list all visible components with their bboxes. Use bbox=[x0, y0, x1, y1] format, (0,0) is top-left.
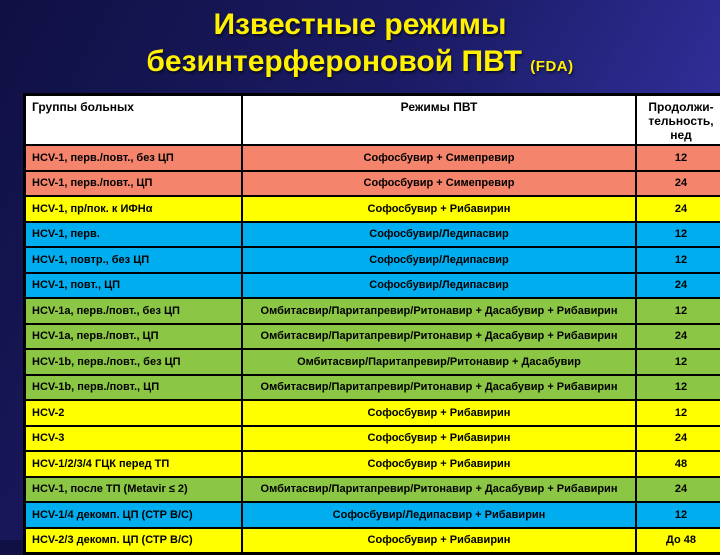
regimen-cell: Софосбувир/Ледипасвир bbox=[242, 273, 636, 299]
regimen-cell: Омбитасвир/Паритапревир/Ритонавир + Дасабувир + Рибавирин bbox=[242, 324, 636, 350]
group-cell: HCV-1/2/3/4 ГЦК перед ТП bbox=[25, 451, 243, 477]
group-cell: HCV-1, перв./повт., без ЦП bbox=[25, 145, 243, 171]
group-cell: HCV-1, повтр., без ЦП bbox=[25, 247, 243, 273]
duration-cell: 24 bbox=[636, 426, 720, 452]
duration-cell: До 48 bbox=[636, 528, 720, 554]
group-cell: HCV-1, после ТП (Metavir ≤ 2) bbox=[25, 477, 243, 503]
duration-cell: 12 bbox=[636, 247, 720, 273]
table-row bbox=[25, 222, 720, 248]
duration-cell: 24 bbox=[636, 324, 720, 350]
regimen-cell: Софосбувир/Ледипасвир bbox=[242, 222, 636, 248]
group-cell: HCV-1b, перв./повт., без ЦП bbox=[25, 349, 243, 375]
table-row bbox=[25, 298, 720, 324]
duration-cell: 12 bbox=[636, 298, 720, 324]
table-row bbox=[25, 477, 720, 503]
table-body bbox=[25, 145, 720, 554]
header-row bbox=[25, 95, 720, 146]
table-row bbox=[25, 324, 720, 350]
regimen-cell: Софосбувир + Рибавирин bbox=[242, 196, 636, 222]
fda-label: (FDA) bbox=[530, 58, 573, 75]
regimen-table bbox=[23, 93, 720, 555]
duration-cell: 12 bbox=[636, 145, 720, 171]
regimen-cell: Омбитасвир/Паритапревир/Ритонавир + Дасабувир bbox=[242, 349, 636, 375]
duration-cell: 24 bbox=[636, 477, 720, 503]
table-row bbox=[25, 528, 720, 554]
duration-cell: 24 bbox=[636, 171, 720, 197]
group-cell: HCV-1a, перв./повт., без ЦП bbox=[25, 298, 243, 324]
duration-cell: 12 bbox=[636, 502, 720, 528]
group-cell: HCV-1, перв./повт., ЦП bbox=[25, 171, 243, 197]
column-header: Режимы ПВТ bbox=[242, 95, 636, 146]
regimen-cell: Омбитасвир/Паритапревир/Ритонавир + Дасабувир + Рибавирин bbox=[242, 375, 636, 401]
group-cell: HCV-1, повт., ЦП bbox=[25, 273, 243, 299]
slide-title-line2-text: безинтерфероновой ПВТ bbox=[146, 45, 522, 78]
regimen-cell: Софосбувир/Ледипасвир bbox=[242, 247, 636, 273]
slide-title-line2 bbox=[0, 43, 720, 85]
column-header: Продолжи-тельность, нед bbox=[636, 95, 720, 146]
regimen-cell: Софосбувир + Рибавирин bbox=[242, 528, 636, 554]
table-row bbox=[25, 400, 720, 426]
group-cell: HCV-1b, перв./повт., ЦП bbox=[25, 375, 243, 401]
group-cell: HCV-1, перв. bbox=[25, 222, 243, 248]
group-cell: HCV-3 bbox=[25, 426, 243, 452]
duration-cell: 24 bbox=[636, 273, 720, 299]
duration-cell: 12 bbox=[636, 222, 720, 248]
table-row bbox=[25, 451, 720, 477]
group-cell: HCV-1, пр/пок. к ИФНα bbox=[25, 196, 243, 222]
table-row bbox=[25, 145, 720, 171]
slide-title bbox=[0, 0, 720, 85]
group-cell: HCV-2/3 декомп. ЦП (СТР В/С) bbox=[25, 528, 243, 554]
table-row bbox=[25, 375, 720, 401]
regimen-cell: Омбитасвир/Паритапревир/Ритонавир + Дасабувир + Рибавирин bbox=[242, 298, 636, 324]
table-row bbox=[25, 349, 720, 375]
regimen-cell: Софосбувир/Ледипасвир + Рибавирин bbox=[242, 502, 636, 528]
table-row bbox=[25, 273, 720, 299]
regimen-cell: Омбитасвир/Паритапревир/Ритонавир + Дасабувир + Рибавирин bbox=[242, 477, 636, 503]
table-row bbox=[25, 502, 720, 528]
duration-cell: 12 bbox=[636, 349, 720, 375]
table-row bbox=[25, 426, 720, 452]
duration-cell: 24 bbox=[636, 196, 720, 222]
regimen-cell: Софосбувир + Симепревир bbox=[242, 145, 636, 171]
table-row bbox=[25, 247, 720, 273]
slide-title-line1: Известные режимы bbox=[0, 6, 720, 43]
group-cell: HCV-2 bbox=[25, 400, 243, 426]
regimen-cell: Софосбувир + Рибавирин bbox=[242, 426, 636, 452]
column-header: Группы больных bbox=[25, 95, 243, 146]
duration-cell: 12 bbox=[636, 375, 720, 401]
duration-cell: 48 bbox=[636, 451, 720, 477]
group-cell: HCV-1/4 декомп. ЦП (СТР В/С) bbox=[25, 502, 243, 528]
duration-cell: 12 bbox=[636, 400, 720, 426]
table-row bbox=[25, 196, 720, 222]
table-row bbox=[25, 171, 720, 197]
group-cell: HCV-1a, перв./повт., ЦП bbox=[25, 324, 243, 350]
regimen-cell: Софосбувир + Рибавирин bbox=[242, 400, 636, 426]
regimen-cell: Софосбувир + Рибавирин bbox=[242, 451, 636, 477]
regimen-cell: Софосбувир + Симепревир bbox=[242, 171, 636, 197]
